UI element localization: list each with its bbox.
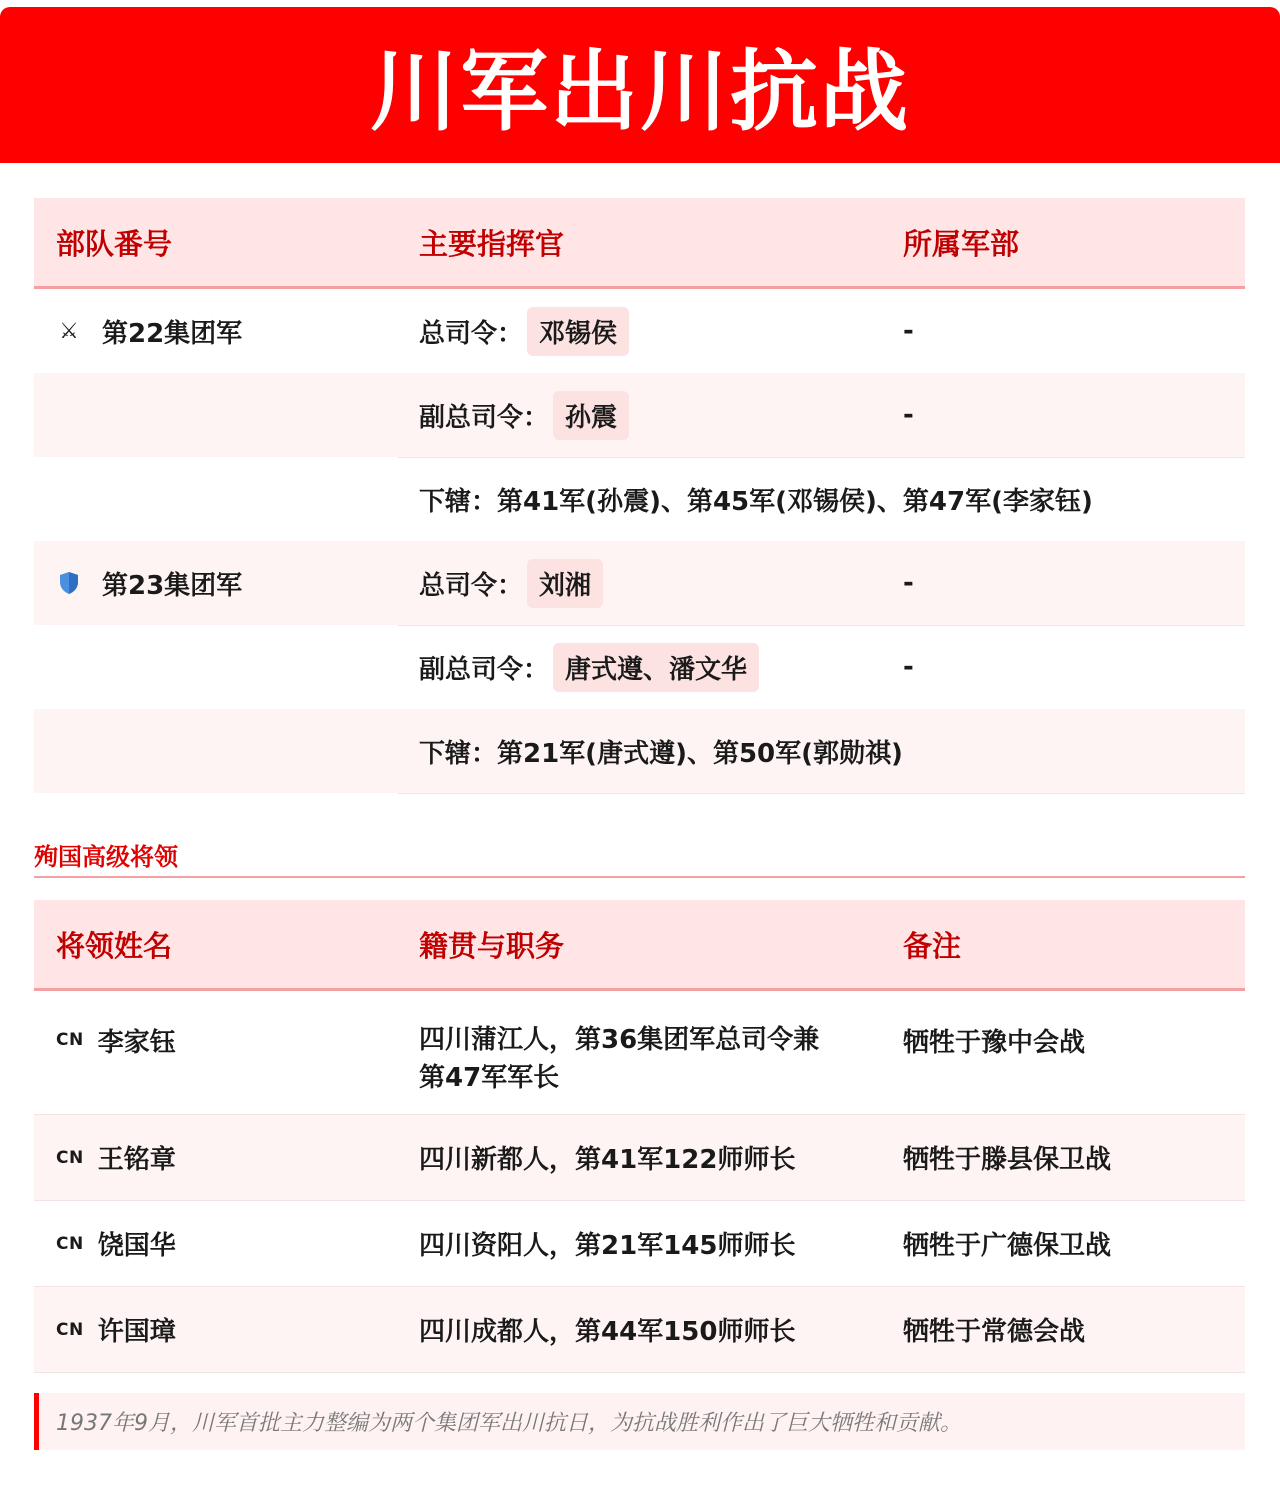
commander-label: 总司令： xyxy=(419,318,524,349)
flag-cn-icon: CN xyxy=(56,1319,84,1340)
deputy-name: 孙震 xyxy=(553,391,629,440)
note-cell: 牺牲于常德会战 xyxy=(903,1317,1086,1347)
page-title: 川军出川抗战 xyxy=(369,40,910,143)
note-cell: 牺牲于豫中会战 xyxy=(903,1027,1086,1058)
table-header xyxy=(34,900,1245,991)
generals-table xyxy=(34,900,1245,1373)
header-origin: 籍贯与职务 xyxy=(419,928,565,963)
table-row xyxy=(34,625,1245,709)
header-corps: 所属军部 xyxy=(903,226,1020,261)
unit-name: 第23集团军 xyxy=(102,570,243,601)
general-name: 王铭章 xyxy=(97,1145,176,1175)
corps-cell: - xyxy=(903,652,914,682)
general-name: 许国璋 xyxy=(97,1317,176,1347)
table-header xyxy=(34,198,1245,289)
header-commander: 主要指挥官 xyxy=(419,226,565,261)
general-name: 李家钰 xyxy=(97,1027,176,1058)
flag-cn-icon: CN xyxy=(56,1147,84,1168)
origin-cell: 四川资阳人，第21军145师师长 xyxy=(419,1231,796,1261)
header-note: 备注 xyxy=(903,928,962,963)
general-name-cell xyxy=(56,1287,176,1372)
table-row xyxy=(34,1287,1245,1373)
unit-name: 第22集团军 xyxy=(102,318,243,349)
deputy-name: 唐式遵、潘文华 xyxy=(553,643,759,692)
deputy-label: 副总司令： xyxy=(419,654,550,685)
table-row xyxy=(34,1115,1245,1201)
header-unit: 部队番号 xyxy=(56,226,173,261)
deputy-label: 副总司令： xyxy=(419,402,550,433)
general-name-cell xyxy=(56,1115,176,1200)
origin-cell xyxy=(419,1021,819,1097)
table-row xyxy=(34,289,1245,373)
deputy-cell xyxy=(419,373,629,457)
table-row xyxy=(34,709,1245,793)
crossed-swords-icon: ⚔ xyxy=(59,318,79,344)
flag-cn-icon: CN xyxy=(56,1030,84,1050)
commander-label: 总司令： xyxy=(419,570,524,601)
note-cell: 牺牲于广德保卫战 xyxy=(903,1231,1112,1261)
origin-line: 第47军军长 xyxy=(419,1063,560,1093)
subordinates-cell: 下辖：第21军(唐式遵)、第50军(郭勋祺) xyxy=(419,738,903,769)
commander-name: 刘湘 xyxy=(527,559,603,608)
origin-cell: 四川成都人，第44军150师师长 xyxy=(419,1317,796,1347)
flag-cn-icon: CN xyxy=(56,1233,84,1254)
general-name-cell xyxy=(56,1023,176,1057)
table-row xyxy=(34,541,1245,625)
table-row xyxy=(34,373,1245,457)
table-row xyxy=(34,457,1245,541)
army-groups-table xyxy=(34,198,1245,793)
commander-cell xyxy=(419,289,629,373)
corps-cell: - xyxy=(903,316,914,346)
subordinates-cell: 下辖：第41军(孙震)、第45军(邓锡侯)、第47军(李家钰) xyxy=(419,486,1093,517)
header-name: 将领姓名 xyxy=(56,928,173,963)
commander-name: 邓锡侯 xyxy=(527,307,629,356)
unit-cell xyxy=(56,289,242,373)
note-cell: 牺牲于滕县保卫战 xyxy=(903,1145,1112,1175)
general-name-cell xyxy=(56,1201,176,1286)
section-title: 殉国高级将领 xyxy=(34,832,1245,878)
origin-line: 四川蒲江人，第36集团军总司令兼 xyxy=(419,1025,820,1055)
unit-cell xyxy=(56,541,242,625)
corps-cell: - xyxy=(903,400,914,430)
table-row xyxy=(34,1201,1245,1287)
table-row xyxy=(34,991,1245,1115)
footnote: 1937年9月，川军首批主力整编为两个集团军出川抗日，为抗战胜利作出了巨大牺牲和贡献。 xyxy=(34,1393,1245,1450)
page-header xyxy=(0,7,1280,163)
shield-icon xyxy=(59,571,79,595)
general-name: 饶国华 xyxy=(97,1231,176,1261)
commander-cell xyxy=(419,541,603,625)
origin-cell: 四川新都人，第41军122师师长 xyxy=(419,1145,796,1175)
corps-cell: - xyxy=(903,568,914,598)
deputy-cell xyxy=(419,625,759,709)
